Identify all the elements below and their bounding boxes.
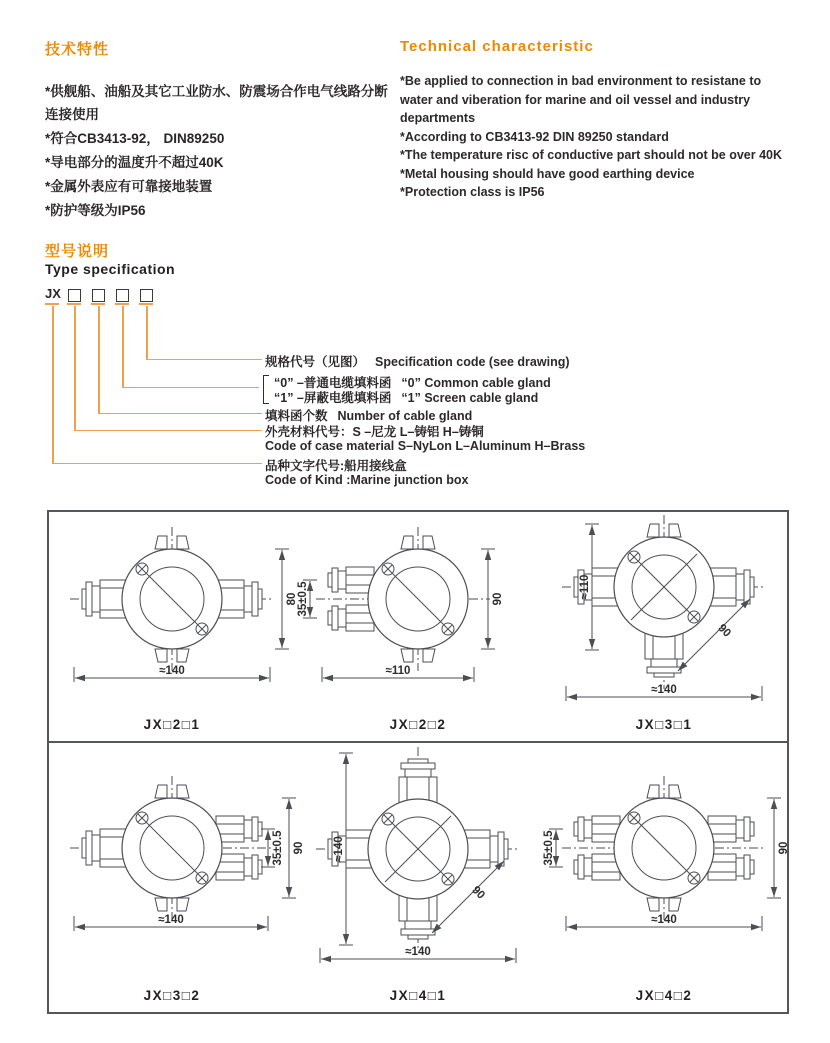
spec-bracket (263, 375, 269, 404)
dimension-label: ≈140 (333, 836, 345, 862)
tech-bullet-en: *Protection class is IP56 (400, 185, 545, 199)
junction-box-drawing (50, 747, 305, 975)
type-code-connector (74, 306, 76, 431)
code-underline (67, 303, 81, 305)
type-spec-heading-cn: 型号说明 (45, 243, 110, 260)
spec-line-cn: 规格代号（见图） (265, 355, 366, 369)
code-underline (91, 303, 105, 305)
spec-line-cn: “1” –屏蔽电缆填料函 (274, 391, 392, 405)
dimension-label: 90 (492, 592, 504, 606)
dimension-label: ≈140 (159, 665, 185, 677)
spec-line-cn: 外壳材料代号：S –尼龙 L–铸铝 H–铸铜 (265, 425, 484, 439)
figure-label: JX□2□1 (143, 717, 201, 732)
dimension-label: 90 (293, 841, 305, 855)
dimension-label: 35±0.5 (272, 830, 284, 866)
type-code-box-2 (92, 289, 105, 302)
figure-cell (295, 743, 541, 1012)
tech-bullet-en: *According to CB3413-92 DIN 89250 standard (400, 129, 669, 144)
dimension-label: ≈140 (405, 946, 431, 958)
dimension-label: 80 (286, 592, 298, 606)
tech-bullet-en: *Metal housing should have good earthing device (400, 166, 695, 181)
spec-line-kind-cn (265, 456, 417, 474)
type-code-connector (98, 413, 262, 415)
dimension-label: ≈110 (385, 665, 411, 677)
junction-box-drawing (50, 516, 298, 708)
tech-bullet-cn: *防护等级为IP56 (45, 203, 146, 218)
spec-line-code (265, 352, 570, 370)
tech-bullet-cn: *金属外表应有可靠接地装置 (45, 179, 213, 194)
dimension-label: 90 (715, 622, 733, 640)
code-underline (139, 303, 153, 305)
spec-line-material-en (265, 439, 585, 453)
type-spec-heading-en: Type specification (45, 261, 176, 277)
dimension-label: ≈110 (579, 574, 591, 600)
tech-bullet-cn: *导电部分的温度升不超过40K (45, 155, 224, 170)
tech-heading-en: Technical characteristic (400, 38, 594, 55)
figure-label: JX□3□1 (635, 717, 693, 732)
dimension-label: ≈140 (158, 914, 184, 926)
spec-line-cn: “0” –普通电缆填料函 (274, 376, 392, 390)
type-code-connector (122, 387, 259, 389)
spec-line-en: “1” Screen cable gland (401, 391, 539, 405)
spec-line-material-cn (265, 422, 494, 440)
tech-bullet-cn: *符合CB3413-92， DIN89250 (45, 131, 225, 146)
drawing-panel-bottom (47, 741, 789, 1014)
type-code-connector (52, 463, 262, 465)
type-code-box-3 (116, 289, 129, 302)
spec-line-en: Code of Kind :Marine junction box (265, 473, 469, 487)
tech-heading-cn: 技术特性 (45, 41, 110, 58)
junction-box-drawing (542, 516, 786, 708)
figure-label: JX□4□2 (635, 988, 693, 1003)
type-code-connector (74, 430, 262, 432)
type-code-box-1 (68, 289, 81, 302)
figure-label: JX□3□2 (143, 988, 201, 1003)
spec-line-gland1 (274, 388, 538, 406)
spec-line-en: “0” Common cable gland (401, 376, 551, 390)
type-code-connector (122, 306, 124, 388)
type-code-box-4 (140, 289, 153, 302)
figure-cell (541, 512, 787, 741)
spec-line-cn: 品种文字代号:船用接线盒 (265, 459, 407, 473)
dimension-label: 90 (778, 841, 790, 855)
type-code-prefix: JX (45, 286, 61, 301)
junction-box-drawing (296, 516, 540, 708)
spec-line-en: Specification code (see drawing) (375, 355, 570, 369)
dimension-label: 35±0.5 (543, 830, 555, 866)
dimension-label: ≈140 (651, 914, 677, 926)
tech-bullets-cn (45, 80, 397, 223)
figure-cell (49, 743, 305, 1012)
figure-cell (295, 512, 541, 741)
type-code-connector (98, 306, 100, 414)
tech-bullets-en (400, 72, 796, 202)
tech-bullet-cn: *供舰船、油船及其它工业防水、防震场合作电气线路分断连接使用 (45, 84, 388, 122)
spec-line-en: Number of cable gland (337, 409, 473, 423)
spec-line-en: Code of case material S–NyLon L–Aluminum H–Brass (265, 439, 586, 453)
figure-label: JX□4□1 (389, 988, 447, 1003)
type-code-connector (146, 306, 148, 360)
spec-line-cn: 填料函个数 (265, 409, 328, 423)
tech-bullet-en: *The temperature risc of conductive part should not be over 40K (400, 148, 783, 162)
junction-box-drawing (542, 747, 790, 975)
figure-cell (49, 512, 298, 741)
code-underline (115, 303, 129, 305)
tech-bullet-en: *Be applied to connection in bad environment to resistane to water and viberation for marine and oil vessel and industry departments (400, 74, 762, 125)
drawing-panel-top (47, 510, 789, 743)
dimension-label: 90 (469, 884, 487, 902)
dimension-label: 35±0.5 (297, 581, 309, 617)
dimension-label: ≈140 (651, 684, 677, 696)
type-code-connector (52, 306, 54, 464)
type-code-connector (146, 359, 262, 361)
spec-line-kind-en (265, 473, 468, 487)
figure-cell (541, 743, 790, 1012)
junction-box-drawing (296, 747, 540, 975)
code-underline (45, 303, 59, 305)
figure-label: JX□2□2 (389, 717, 447, 732)
